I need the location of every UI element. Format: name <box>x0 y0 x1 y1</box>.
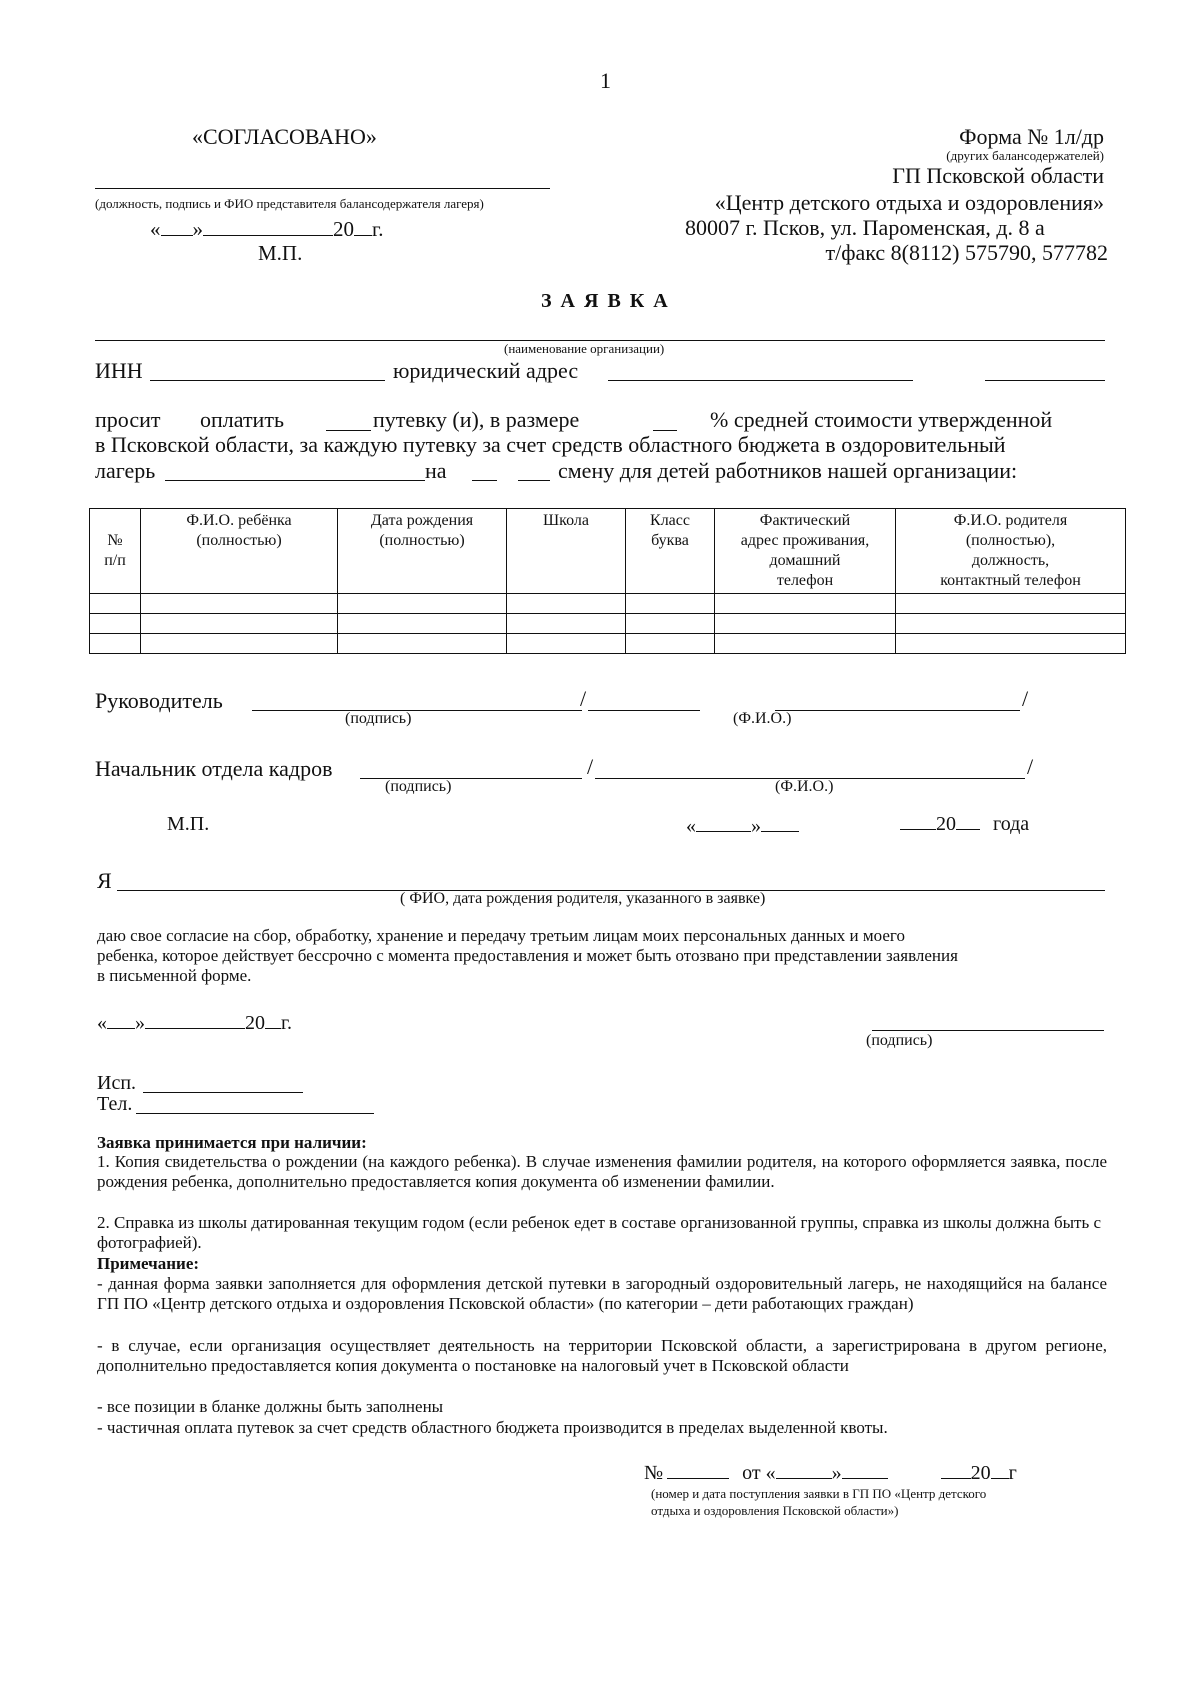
inn-label: ИНН <box>95 358 143 383</box>
table-cell[interactable] <box>141 594 338 614</box>
camp-label: лагерь <box>95 458 156 483</box>
table-cell[interactable] <box>626 614 715 634</box>
table-cell[interactable] <box>141 614 338 634</box>
consent-date: « » 20 г. <box>97 1012 292 1034</box>
table-cell[interactable] <box>90 634 141 654</box>
signatures-date: « » <box>686 813 799 838</box>
table-cell[interactable] <box>507 614 626 634</box>
table-row <box>90 634 1126 654</box>
legal-address-field-extra[interactable] <box>985 380 1105 381</box>
notes-remark-4: - частичная оплата путевок за счет средств областного бюджета производится в пределах выделенной квоты. <box>97 1418 888 1437</box>
org-name-caption: (наименование организации) <box>504 341 665 356</box>
voucher-count-field[interactable] <box>326 430 371 431</box>
registration-line: № от « » 20 г <box>644 1462 1017 1484</box>
legal-address-label: юридический адрес <box>393 358 579 383</box>
head-sign-caption: (подпись) <box>345 710 412 727</box>
head-slash-1: / <box>580 686 587 711</box>
table-cell[interactable] <box>715 594 896 614</box>
org-phone: т/факс 8(8112) 575790, 577782 <box>825 240 1108 265</box>
table-cell[interactable] <box>90 614 141 634</box>
hr-label: Начальник отдела кадров <box>95 756 333 781</box>
table-cell[interactable] <box>896 614 1126 634</box>
hr-fio-caption: (Ф.И.О.) <box>775 778 834 795</box>
phone-field[interactable] <box>136 1113 374 1114</box>
approval-title: «СОГЛАСОВАНО» <box>192 124 377 149</box>
table-cell[interactable] <box>507 634 626 654</box>
consent-caption: ( ФИО, дата рождения родителя, указанного в заявке) <box>400 890 766 907</box>
col-parent: Ф.И.О. родителя (полностью), должность, контактный телефон <box>896 509 1126 594</box>
table-cell[interactable] <box>715 634 896 654</box>
table-cell[interactable] <box>715 614 896 634</box>
hr-slash-2: / <box>1027 754 1034 779</box>
table-cell[interactable] <box>90 594 141 614</box>
executor-field[interactable] <box>143 1092 303 1093</box>
document-title: З А Я В К А <box>541 290 670 312</box>
table-cell[interactable] <box>896 594 1126 614</box>
consent-text-2: ребенка, которое действует бессрочно с момента предоставления и может быть отозвано при представлении заявления <box>97 946 958 965</box>
request-word-4: % средней стоимости утвержденной <box>710 407 1053 432</box>
col-address: Фактический адрес проживания, домашний телефон <box>715 509 896 594</box>
hr-sign-caption: (подпись) <box>385 778 452 795</box>
notes-remark-heading: Примечание: <box>97 1254 200 1273</box>
table-cell[interactable] <box>338 634 507 654</box>
table-cell[interactable] <box>507 594 626 614</box>
signatures-year: 20 года <box>900 811 1029 836</box>
notes-remark-2: - в случае, если организация осуществляет деятельность на территории Псковской области, а зарегистрирована в другом регионе, дополнительно предоставляется копия документа о постановке на налоговый учет в Псковской области <box>97 1336 1107 1375</box>
consent-text-3: в письменной форме. <box>97 966 252 985</box>
request-word-3: путевку (и), в размере <box>373 407 580 432</box>
page-number: 1 <box>600 68 611 93</box>
consent-text-1: даю свое согласие на сбор, обработку, хранение и передачу третьим лицам моих персональных данных и моего <box>97 926 905 945</box>
notes-accepted-heading: Заявка принимается при наличии: <box>97 1133 367 1152</box>
col-number: № п/п <box>90 509 141 594</box>
registration-caption-1: (номер и дата поступления заявки в ГП ПО «Центр детского <box>651 1486 987 1501</box>
col-child-name: Ф.И.О. ребёнка (полностью) <box>141 509 338 594</box>
head-signature-field[interactable] <box>252 710 582 711</box>
request-line-2: в Псковской области, за каждую путевку за счет средств областного бюджета в оздоровительный <box>95 432 1006 457</box>
table-cell[interactable] <box>338 594 507 614</box>
org-address: 80007 г. Псков, ул. Пароменская, д. 8 а <box>685 215 1045 240</box>
hr-slash-1: / <box>587 754 594 779</box>
form-note: (других балансодержателей) <box>946 148 1104 163</box>
approval-date: « » 20 г. <box>150 217 384 241</box>
children-table <box>89 508 1126 654</box>
signatures-stamp: М.П. <box>167 813 210 835</box>
consent-signature-field[interactable] <box>872 1030 1104 1031</box>
head-fio-field-1[interactable] <box>588 710 700 711</box>
col-birth-date: Дата рождения (полностью) <box>338 509 507 594</box>
shift-field-2[interactable] <box>518 480 550 481</box>
executor-label: Исп. <box>97 1072 137 1094</box>
table-cell[interactable] <box>626 634 715 654</box>
consent-sign-caption: (подпись) <box>866 1032 933 1049</box>
shift-field-1[interactable] <box>472 480 497 481</box>
notes-item-1: 1. Копия свидетельства о рождении (на каждого ребенка). В случае изменения фамилии родителя, на которого оформляется заявка, после рождения ребенка, дополнительно предоставляется копия документа об изменении фамилии. <box>97 1152 1107 1191</box>
approval-stamp: М.П. <box>258 241 303 265</box>
registration-caption-2: отдыха и оздоровления Псковской области») <box>651 1503 899 1518</box>
shift-text: смену для детей работников нашей организации: <box>558 458 1018 483</box>
request-word-2: оплатить <box>200 407 284 432</box>
table-cell[interactable] <box>338 614 507 634</box>
notes-remark-3: - все позиции в бланке должны быть заполнены <box>97 1397 444 1416</box>
camp-name-field[interactable] <box>165 480 425 481</box>
table-cell[interactable] <box>626 594 715 614</box>
org-line1: ГП Псковской области <box>892 163 1104 188</box>
legal-address-field[interactable] <box>608 380 913 381</box>
percent-field[interactable] <box>653 430 677 431</box>
on-label: на <box>425 458 447 483</box>
table-row <box>90 614 1126 634</box>
head-fio-field-2[interactable] <box>775 710 1020 711</box>
phone-label: Тел. <box>97 1093 133 1115</box>
consent-i-label: Я <box>97 868 112 893</box>
table-header-row <box>90 509 1126 594</box>
head-label: Руководитель <box>95 688 223 713</box>
col-school: Школа <box>507 509 626 594</box>
notes-remark-1: - данная форма заявки заполняется для оформления детской путевки в загородный оздоровительный лагерь, не находящийся на балансе ГП ПО «Центр детского отдыха и оздоровления Псковской области» (по категории – дети работающих граждан) <box>97 1274 1107 1313</box>
approval-signer-caption: (должность, подпись и ФИО представителя балансодержателя лагеря) <box>95 196 484 211</box>
head-slash-2: / <box>1022 686 1029 711</box>
table-cell[interactable] <box>896 634 1126 654</box>
head-fio-caption: (Ф.И.О.) <box>733 710 792 727</box>
request-word-1: просит <box>95 407 161 432</box>
org-line2: «Центр детского отдыха и оздоровления» <box>714 190 1104 215</box>
table-cell[interactable] <box>141 634 338 654</box>
inn-field[interactable] <box>150 380 385 381</box>
approval-signature-line <box>95 188 550 189</box>
form-number: Форма № 1л/др <box>959 124 1104 149</box>
table-row <box>90 594 1126 614</box>
notes-item-2: 2. Справка из школы датированная текущим годом (если ребенок едет в составе организованной группы, справка из школы должна быть с фотографией). <box>97 1213 1102 1252</box>
col-class: Класс буква <box>626 509 715 594</box>
